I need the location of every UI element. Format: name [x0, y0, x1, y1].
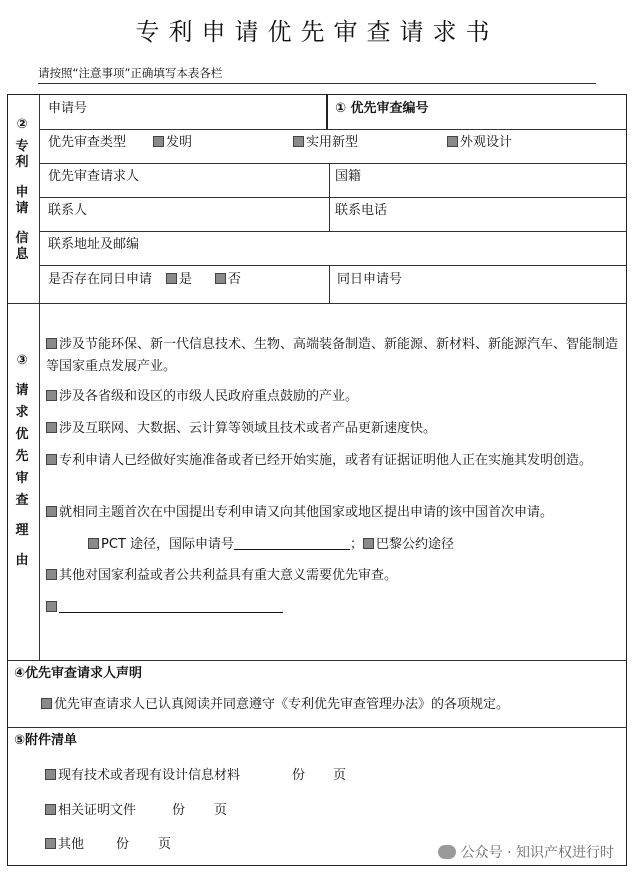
reason-2-checkbox[interactable] — [46, 390, 57, 401]
row-line-2 — [39, 163, 626, 164]
reason-5-checkbox[interactable] — [46, 506, 57, 517]
instruction-note: 请按照“注意事项”正确填写本表各栏 — [38, 66, 223, 80]
note-underline — [38, 83, 596, 84]
priority-no-divider — [326, 95, 328, 129]
type-invention-checkbox[interactable] — [153, 136, 164, 147]
reason-other-field[interactable] — [59, 599, 283, 613]
attachment-proof-docs-checkbox[interactable] — [45, 804, 56, 815]
attachment-proof-docs[interactable]: 相关证明文件 — [45, 803, 136, 819]
reason-1[interactable]: 涉及节能环保、新一代信息技术、生物、高端装备制造、新能源、新材料、新能源汽车、智能制造等国家重点发展产业。 — [46, 337, 619, 374]
attachment-other-checkbox[interactable] — [45, 838, 56, 849]
same-day-yes-checkbox[interactable] — [166, 273, 177, 284]
application-no-label: 申请号 — [48, 101, 88, 116]
section1-bottom-line — [8, 303, 626, 304]
section3-label: ③ 请 求 优 先 审 查 理 由 — [15, 353, 29, 568]
attachment-proof-docs-pages: 页 — [214, 803, 228, 818]
attachment-prior-art-copies: 份 — [292, 768, 306, 783]
paris-route-checkbox[interactable] — [363, 538, 374, 549]
same-day-yes-option[interactable]: 是 — [166, 272, 192, 288]
type-design-option[interactable]: 外观设计 — [447, 135, 512, 151]
attachment-other-pages: 页 — [158, 837, 172, 852]
reason-4[interactable]: 专利申请人已经做好实施准备或者已经开始实施，或者有证据证明他人正在实施其发明创造。 — [46, 450, 622, 472]
same-day-no-option[interactable]: 否 — [215, 272, 241, 288]
requester-label: 优先审查请求人 — [48, 169, 140, 184]
same-day-no-label: 同日申请号 — [337, 272, 403, 287]
pct-route-row: PCT 途径，国际申请号 ； 巴黎公约途径 — [88, 534, 608, 556]
reason-6[interactable]: 其他对国家利益或者公共利益具有重大意义需要优先审查。 — [46, 565, 622, 587]
reason-3-checkbox[interactable] — [46, 422, 57, 433]
reason-3[interactable]: 涉及互联网、大数据、云计算等领域且技术或者产品更新速度快。 — [46, 418, 622, 440]
declaration-row[interactable]: 优先审查请求人已认真阅读并同意遵守《专利优先审查管理办法》的各项规定。 — [41, 694, 617, 716]
watermark: 公众号 · 知识产权进行时 — [438, 842, 614, 862]
row-line-3 — [39, 197, 626, 198]
type-utility-checkbox[interactable] — [293, 136, 304, 147]
label-column-divider — [39, 95, 40, 660]
type-utility-option[interactable]: 实用新型 — [293, 135, 358, 151]
pct-route-checkbox[interactable] — [88, 538, 99, 549]
phone-label: 联系电话 — [335, 203, 388, 218]
reason-4-checkbox[interactable] — [46, 454, 57, 465]
reason-5[interactable]: 就相同主题首次在中国提出专利申请又向其他国家或地区提出申请的该中国首次申请。 — [46, 502, 622, 524]
same-day-no-checkbox[interactable] — [215, 273, 226, 284]
type-design-checkbox[interactable] — [447, 136, 458, 147]
nationality-divider — [329, 163, 330, 231]
address-label: 联系地址及邮编 — [48, 237, 140, 252]
priority-type-label: 优先审查类型 — [48, 135, 127, 150]
attachment-prior-art[interactable]: 现有技术或者现有设计信息材料 — [45, 768, 240, 784]
same-day-question: 是否存在同日申请 — [48, 272, 153, 287]
section4-heading: ④优先审查请求人声明 — [14, 666, 143, 681]
form-frame — [7, 94, 627, 866]
attachment-prior-art-pages: 页 — [333, 768, 347, 783]
form-title: 专利申请优先审查请求书 — [135, 18, 499, 46]
paris-route-label: 巴黎公约途径 — [376, 537, 455, 552]
row-line-5 — [39, 265, 626, 266]
attachment-other[interactable]: 其他 — [45, 837, 84, 853]
reason-2[interactable]: 涉及各省级和设区的市级人民政府重点鼓励的产业。 — [46, 386, 622, 408]
row-line-1 — [39, 129, 626, 130]
type-invention-option[interactable]: 发明 — [153, 135, 192, 151]
section3-bottom-line — [8, 660, 626, 661]
wechat-icon — [438, 845, 456, 859]
contact-label: 联系人 — [48, 203, 88, 218]
attachment-other-copies: 份 — [116, 837, 130, 852]
priority-type-row — [48, 135, 126, 151]
nationality-label: 国籍 — [335, 169, 362, 184]
priority-no-label: ① 优先审查编号 — [335, 101, 429, 116]
reason-other[interactable] — [46, 597, 622, 619]
attachment-proof-docs-copies: 份 — [172, 803, 186, 818]
reason-1-checkbox[interactable] — [46, 338, 57, 349]
pct-application-no-field[interactable] — [234, 536, 350, 550]
row-line-4 — [39, 231, 626, 232]
same-day-divider — [329, 265, 330, 303]
declaration-checkbox[interactable] — [41, 698, 52, 709]
section1-label: ② 专 利 申 请 信 息 — [15, 117, 29, 262]
reason-other-checkbox[interactable] — [46, 601, 57, 612]
section5-heading: ⑤附件清单 — [14, 733, 78, 748]
pct-route-label: PCT 途径，国际申请号 — [101, 537, 234, 552]
reason-6-checkbox[interactable] — [46, 569, 57, 580]
section4-bottom-line — [8, 727, 626, 728]
attachment-prior-art-checkbox[interactable] — [45, 769, 56, 780]
